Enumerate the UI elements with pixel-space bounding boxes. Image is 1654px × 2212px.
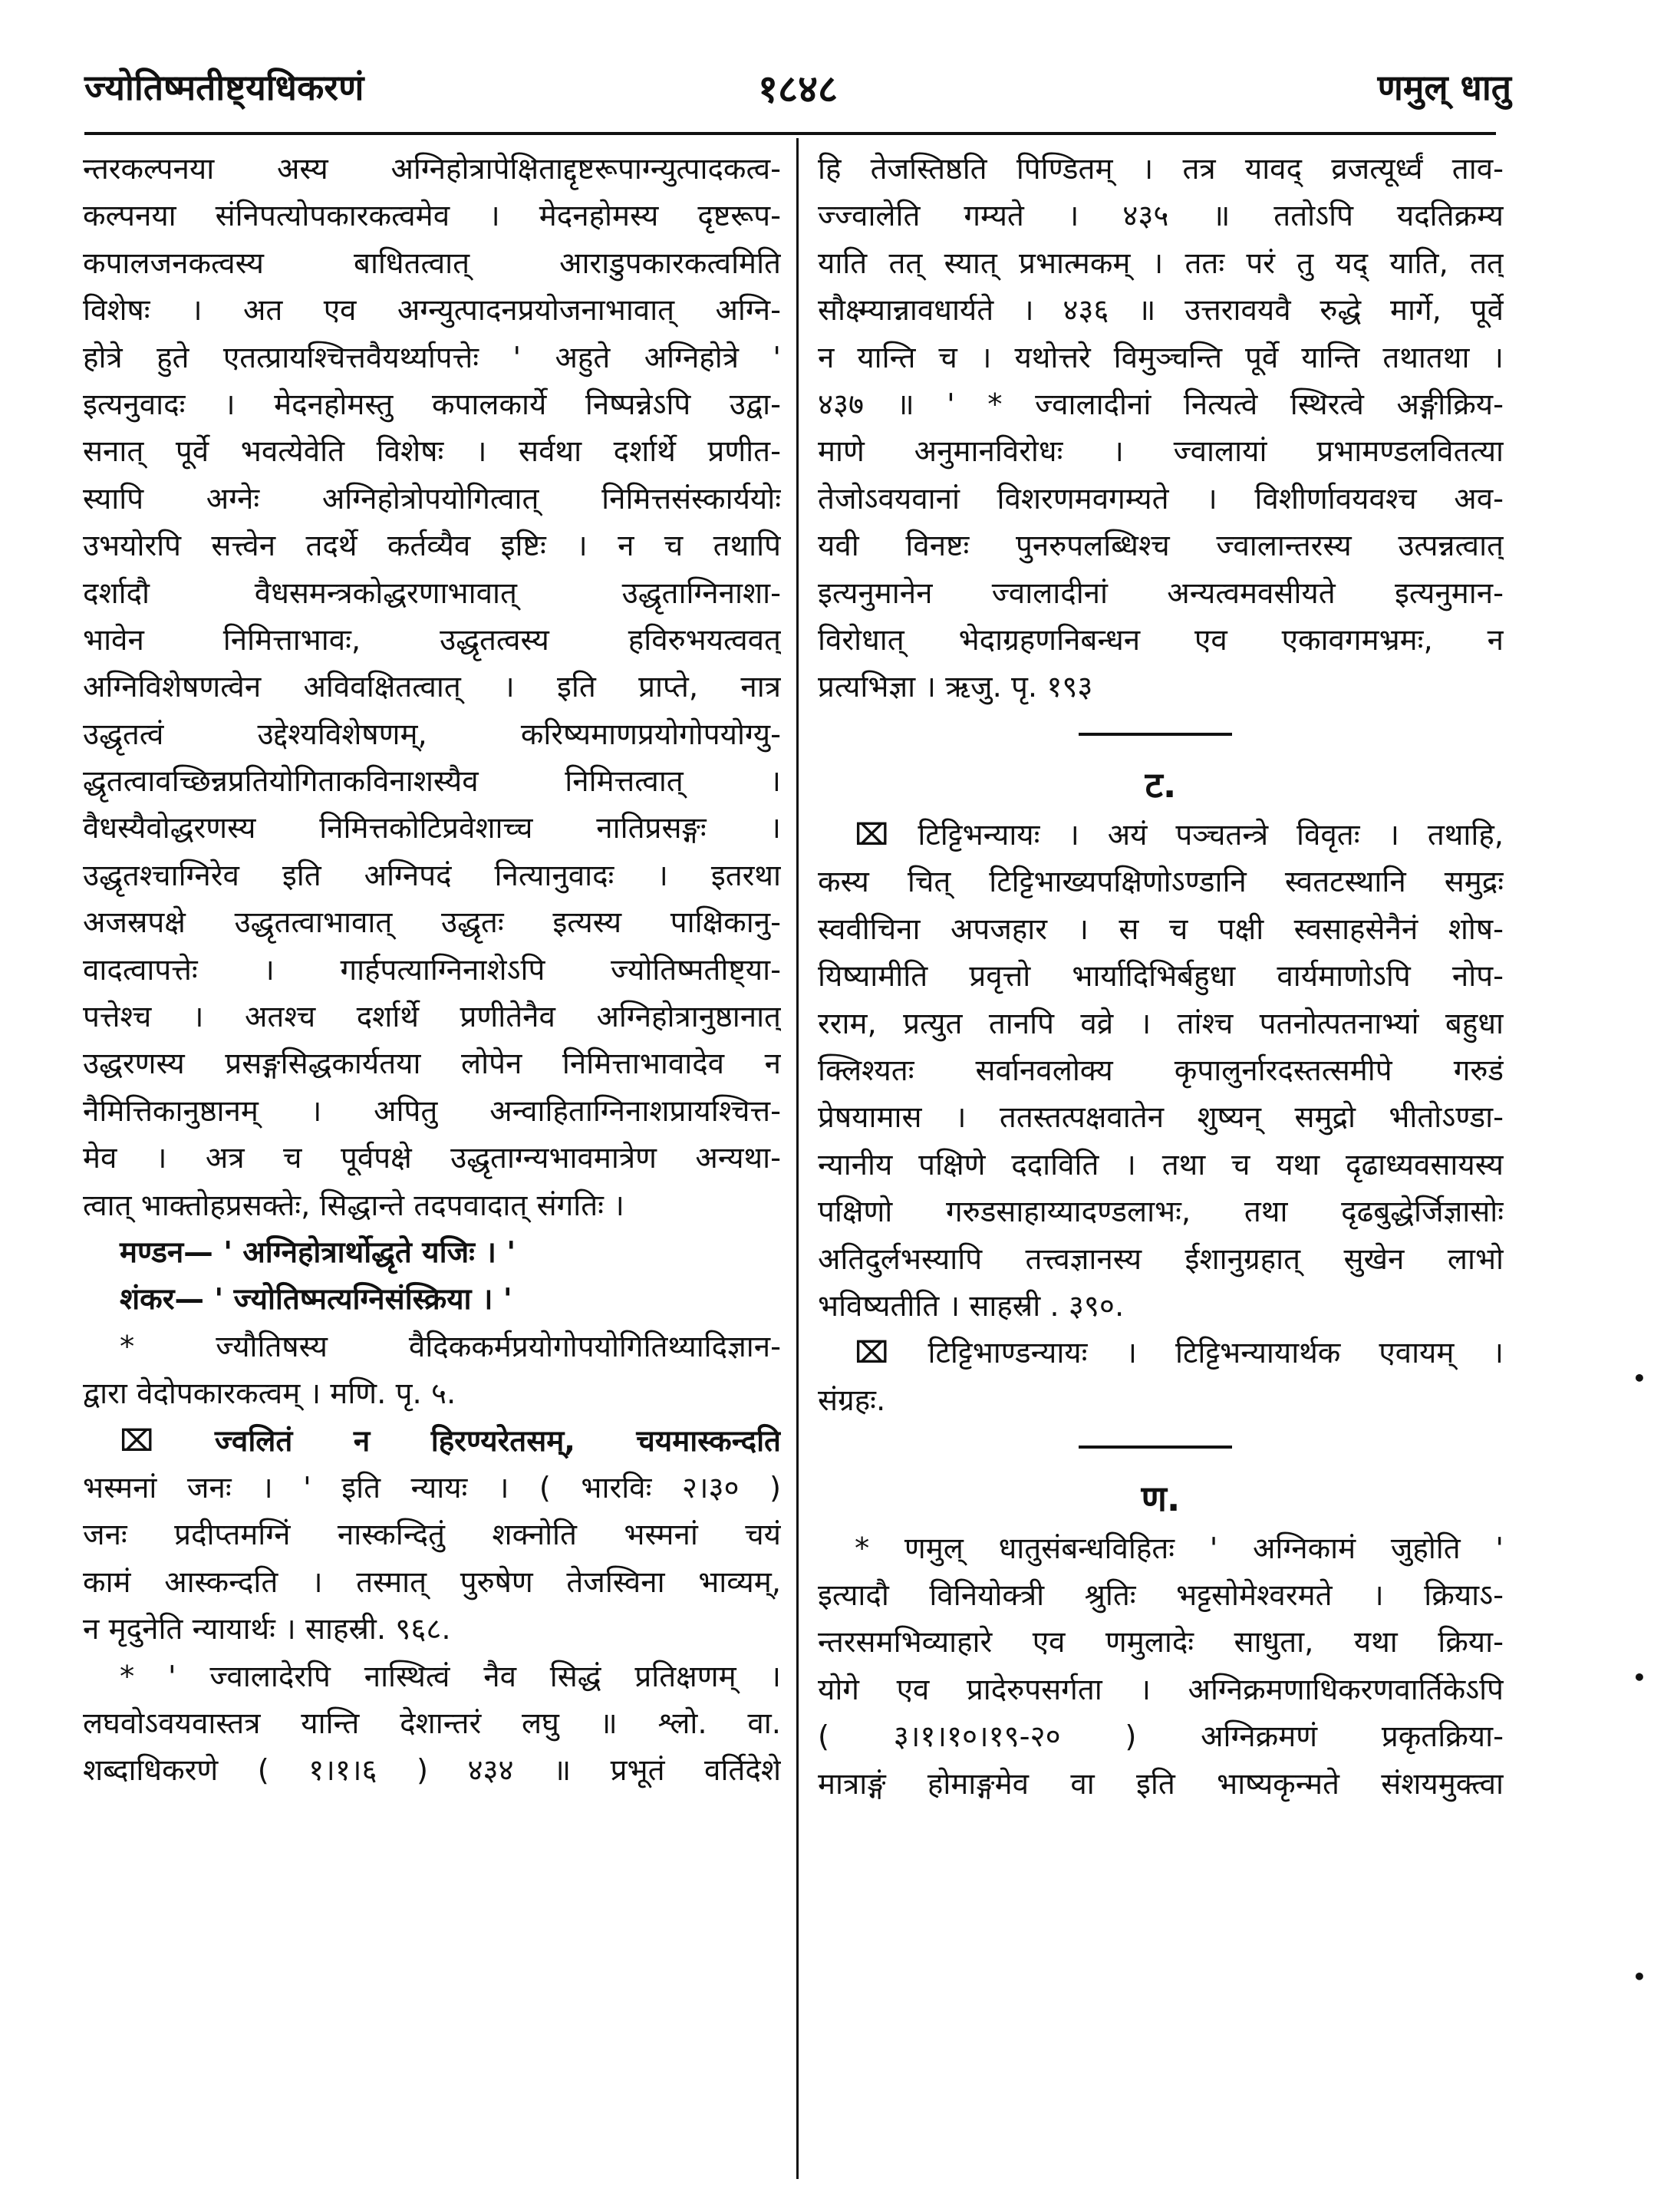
page-number: १८४८ <box>758 67 838 111</box>
text-line: हि तेजस्तिष्ठति पिण्डितम् । तत्र यावद् व्रजत्यूर्ध्वं ताव- <box>818 152 1504 186</box>
left-column <box>83 146 781 1795</box>
text-line: * णमुल् धातुसंबन्धविहितः ' अग्निकामं जुहोति ' <box>855 1531 1504 1566</box>
text-line: सौक्ष्म्यान्नावधार्यते । ४३६ ॥ उत्तरावयवै रुद्धे मार्गे, पूर्वे <box>818 293 1504 328</box>
text-line: उभयोरपि सत्त्वेन तदर्थे कर्तव्यैव इष्टिः । न च तथापि <box>83 529 781 564</box>
text-line: भस्मनां जनः । ' इति न्यायः । ( भारविः २।३० ) <box>83 1470 781 1505</box>
margin-dot-icon: • <box>1633 1366 1646 1391</box>
text-line: दर्शादौ वैधसमन्त्रकोद्धरणाभावात् उद्धृताग्निनाशा- <box>83 575 781 611</box>
text-line: उद्धृतश्चाग्निरेव इति अग्निपदं नित्यानुवादः । इतरथा <box>83 858 781 893</box>
right-column <box>818 146 1504 1808</box>
text-line: मेव । अत्र च पूर्वपक्षे उद्धृताग्न्यभावमात्रेण अन्यथा- <box>83 1141 781 1176</box>
text-line: ४३७ ॥ ' * ज्वालादीनां नित्यत्वे स्थिरत्वे अङ्गीक्रिय- <box>818 387 1504 422</box>
text-line: शब्दाधिकरणे ( १।१।६ ) ४३४ ॥ प्रभूतं वर्तिदेशे <box>83 1753 781 1788</box>
quote-shankara <box>83 1276 781 1323</box>
margin-dot-icon: • <box>1633 1665 1646 1690</box>
text-line: पक्षिणो गरुडसाहाय्यादण्डलाभः, तथा दृढबुद्धेर्जिज्ञासोः <box>818 1195 1504 1230</box>
text-line: * ' ज्वालादेरपि नास्थित्वं नैव सिद्धं प्रतिक्षणम् । <box>120 1659 781 1694</box>
text-line: याति तत् स्यात् प्रभात्मकम् । ततः परं तु यद् याति, तत् <box>818 246 1504 281</box>
text-line: वैधस्यैवोद्धरणस्य निमित्तकोटिप्रवेशाच्च नातिप्रसङ्गः । <box>83 811 781 846</box>
text-line: भावेन निमित्ताभावः, उद्धृतत्वस्य हविरुभयत्ववत् <box>83 622 781 658</box>
text-line: कामं आस्कन्दति । तस्मात् पुरुषेण तेजस्विना भाव्यम्, <box>83 1564 781 1600</box>
section-mark-icon: ⌧ <box>855 818 918 853</box>
text-line: न यान्ति च । यथोत्तरे विमुञ्चन्ति पूर्वे यान्ति तथातथा । <box>818 340 1504 375</box>
section-mark-icon: ⌧ <box>120 1423 215 1459</box>
text-line: द्वारा वेदोपकारकत्वम् । मणि. पृ. ५. <box>83 1376 456 1412</box>
text-line: तेजोऽवयवानां विशरणमवगम्यते । विशीर्णावयवश्च अव- <box>818 481 1504 516</box>
text-line: संग्रहः. <box>818 1383 886 1418</box>
tittibha-entry <box>818 812 1504 1330</box>
text-line: अजस्रपक्षे उद्धृतत्वाभावात् उद्धृतः इत्यस्य पाक्षिकानु- <box>83 905 781 941</box>
text-line: अग्निविशेषणत्वेन अविवक्षितत्वात् । इति प्राप्ते, नात्र <box>83 670 781 705</box>
text-line: होत्रे हुते एतत्प्रायश्चित्तवैयर्थ्यापत्तेः ' अहुते अग्निहोत्रे ' <box>83 340 781 375</box>
quote-shankara-label: शंकर— <box>120 1282 204 1317</box>
header-right-title: णमुल् धातु <box>1377 67 1511 108</box>
quote-shankara-text: ' ज्योतिष्मत्यग्निसंस्क्रिया । ' <box>214 1282 512 1317</box>
text-line: न मृदुनेति न्यायार्थः । साहस्री. ९६८. <box>83 1612 451 1647</box>
text-line: इत्यादौ विनियोक्त्री श्रुतिः भट्टसोमेश्वरमते । क्रियाऽ- <box>818 1577 1504 1613</box>
text-line: न्तरसमभिव्याहारे एव णमुलादेः साधुता, यथा क्रिया- <box>818 1625 1504 1660</box>
quote-mandana-text: ' अग्निहोत्रार्थोद्धृते यजिः । ' <box>223 1235 516 1270</box>
text-line: जनः प्रदीप्तमग्निं नास्कन्दितुं शक्नोति भस्मनां चयं <box>83 1518 781 1553</box>
text-line: रराम, प्रत्युत तानपि वव्रे । तांश्च पतनोत्पतनाभ्यां बहुधा <box>818 1006 1504 1041</box>
jvalitam-entry <box>83 1418 781 1653</box>
margin-dot-icon: • <box>1633 1964 1646 1989</box>
entry-heading-line <box>818 1330 1504 1376</box>
header-rule <box>84 132 1496 135</box>
text-line: विरोधात् भेदाग्रहणनिबन्धन एव एकावगमभ्रमः, न <box>818 622 1504 658</box>
text-line: अतिदुर्लभस्यापि तत्त्वज्ञानस्य ईशानुग्रहात् सुखेन लाभो <box>818 1241 1504 1277</box>
section-divider <box>818 711 1504 758</box>
text-line: नैमित्तिकानुष्ठानम् । अपितु अन्वाहिताग्निनाशप्रायश्चित्त- <box>83 1093 781 1129</box>
right-continuation-paragraph <box>818 146 1504 711</box>
text-line: उद्धरणस्य प्रसङ्गसिद्धकार्यतया लोपेन निमित्ताभावादेव न <box>83 1047 781 1082</box>
quote-mandana-label: मण्डन— <box>120 1235 213 1270</box>
text-line: सनात् पूर्वे भवत्येवेति विशेषः । सर्वथा दर्शार्थे प्रणीत- <box>83 434 781 470</box>
text-line: उद्धृतत्वं उद्देश्यविशेषणम्, करिष्यमाणप्रयोगोपयोग्यु- <box>83 717 781 752</box>
text-line: योगे एव प्रादेरुपसर्गता । अग्निक्रमणाधिकरणवार्तिकेऽपि <box>818 1672 1504 1707</box>
text-line: स्ववीचिना अपजहार । स च पक्षी स्वसाहसेनैनं शोष- <box>818 912 1504 947</box>
text-line: इत्यनुमानेन ज्वालादीनां अन्यत्वमवसीयते इत्यनुमान- <box>818 575 1504 611</box>
section-heading-na: ण. <box>1141 1477 1181 1519</box>
section-divider <box>818 1424 1504 1471</box>
text-line: द्धृतत्वावच्छिन्नप्रतियोगिताकविनाशस्यैव निमित्तत्वात् । <box>83 764 781 799</box>
text-line: पत्तेश्च । अतश्च दर्शार्थे प्रणीतेनैव अग्निहोत्रानुष्ठानात् <box>83 1000 781 1035</box>
text-line: न्यानीय पक्षिणे ददाविति । तथा च यथा दृढाध्यवसायस्य <box>818 1147 1504 1182</box>
text-line: वादत्वापत्तेः । गार्हपत्याग्निनाशेऽपि ज्योतिष्मतीष्ट्या- <box>83 952 781 987</box>
section-mark-icon: ⌧ <box>855 1336 928 1371</box>
text-line: न्तरकल्पनया अस्य अग्निहोत्रापेक्षिताद्दृष्टरूपाग्न्युत्पादकत्व- <box>83 152 781 186</box>
section-heading-ta: ट. <box>1145 764 1177 806</box>
running-header <box>77 54 1519 123</box>
text-line: भविष्यतीति । साहस्री . ३९०. <box>818 1288 1125 1324</box>
text-line: इत्यनुवादः । मेदनहोमस्तु कपालकार्ये निष्पन्नेऽपि उद्वा- <box>83 387 781 422</box>
text-line: प्रत्यभिज्ञा । ऋजु. पृ. १९३ <box>818 670 1093 705</box>
header-left-title: ज्योतिष्मतीष्ट्यधिकरणं <box>84 67 364 108</box>
namul-entry <box>818 1525 1504 1808</box>
text-line: लघवोऽवयवास्तत्र यान्ति देशान्तरं लघु ॥ श्लो. वा. <box>83 1706 781 1741</box>
text-line: कपालजनकत्वस्य बाधितत्वात् आराडुपकारकत्वमिति <box>83 246 781 281</box>
jyautisha-entry <box>83 1324 781 1418</box>
left-main-paragraph <box>83 146 781 1229</box>
entry-heading-text: ज्वलितं न हिरण्यरेतसम्, चयमास्कन्दति <box>214 1423 781 1459</box>
column-divider <box>796 138 799 2179</box>
entry-text: टिट्टिभाण्डन्यायः । टिट्टिभन्यायार्थक एवायम् । <box>927 1336 1504 1371</box>
quote-mandana <box>83 1229 781 1276</box>
text-line: ज्ज्वालेति गम्यते । ४३५ ॥ ततोऽपि यदतिक्रम्य <box>818 199 1504 234</box>
jvalad-entry <box>83 1653 781 1795</box>
section-rule <box>1079 1446 1232 1449</box>
text-line: मात्राङ्गं होमाङ्गमेव वा इति भाष्यकृन्मते संशयमुक्त्वा <box>818 1766 1504 1802</box>
text-line: त्वात् भाक्तोहप्रसक्तेः, सिद्धान्ते तदपवादात् संगतिः । <box>83 1188 624 1223</box>
text-line: यवी विनष्टः पुनरुपलब्धिश्च ज्वालान्तरस्य उत्पन्नत्वात् <box>818 529 1504 564</box>
text-line: माणे अनुमानविरोधः । ज्वालायां प्रभामण्डलवितत्या <box>818 434 1504 470</box>
text-line: यिष्यामीति प्रवृत्तो भार्यादिभिर्बहुधा वार्यमाणोऽपि नोप- <box>818 959 1504 994</box>
tittibhanda-entry <box>818 1330 1504 1424</box>
text-line: कल्पनया संनिपत्योपकारकत्वमेव । मेदनहोमस्य दृष्टरूप- <box>83 199 781 234</box>
entry-heading-line <box>818 812 1504 859</box>
entry-text: टिट्टिभन्यायः । अयं पञ्चतन्त्रे विवृतः । तथाहि, <box>918 818 1504 853</box>
text-line: विशेषः । अत एव अग्न्युत्पादनप्रयोजनाभावात् अग्नि- <box>83 293 781 328</box>
text-line: क्लिश्यतः सर्वानवलोक्य कृपालुर्नारदस्तत्समीपे गरुडं <box>818 1053 1504 1089</box>
text-line: * ज्यौतिषस्य वैदिककर्मप्रयोगोपयोगितिथ्यादिज्ञान- <box>120 1329 781 1364</box>
text-line: कस्य चित् टिट्टिभाख्यपक्षिणोऽण्डानि स्वतटस्थानि समुद्रः <box>818 865 1504 900</box>
text-line: प्रेषयामास । ततस्तत्पक्षवातेन शुष्यन् समुद्रो भीतोऽण्डा- <box>818 1100 1504 1136</box>
entry-heading-line <box>83 1418 781 1465</box>
section-rule <box>1079 733 1232 736</box>
text-line: ( ३।१।१०।१९-२० ) अग्निक्रमणं प्रकृतक्रिया- <box>818 1719 1504 1755</box>
text-line: स्यापि अग्नेः अग्निहोत्रोपयोगित्वात् निमित्तसंस्कार्ययोः <box>83 481 781 516</box>
